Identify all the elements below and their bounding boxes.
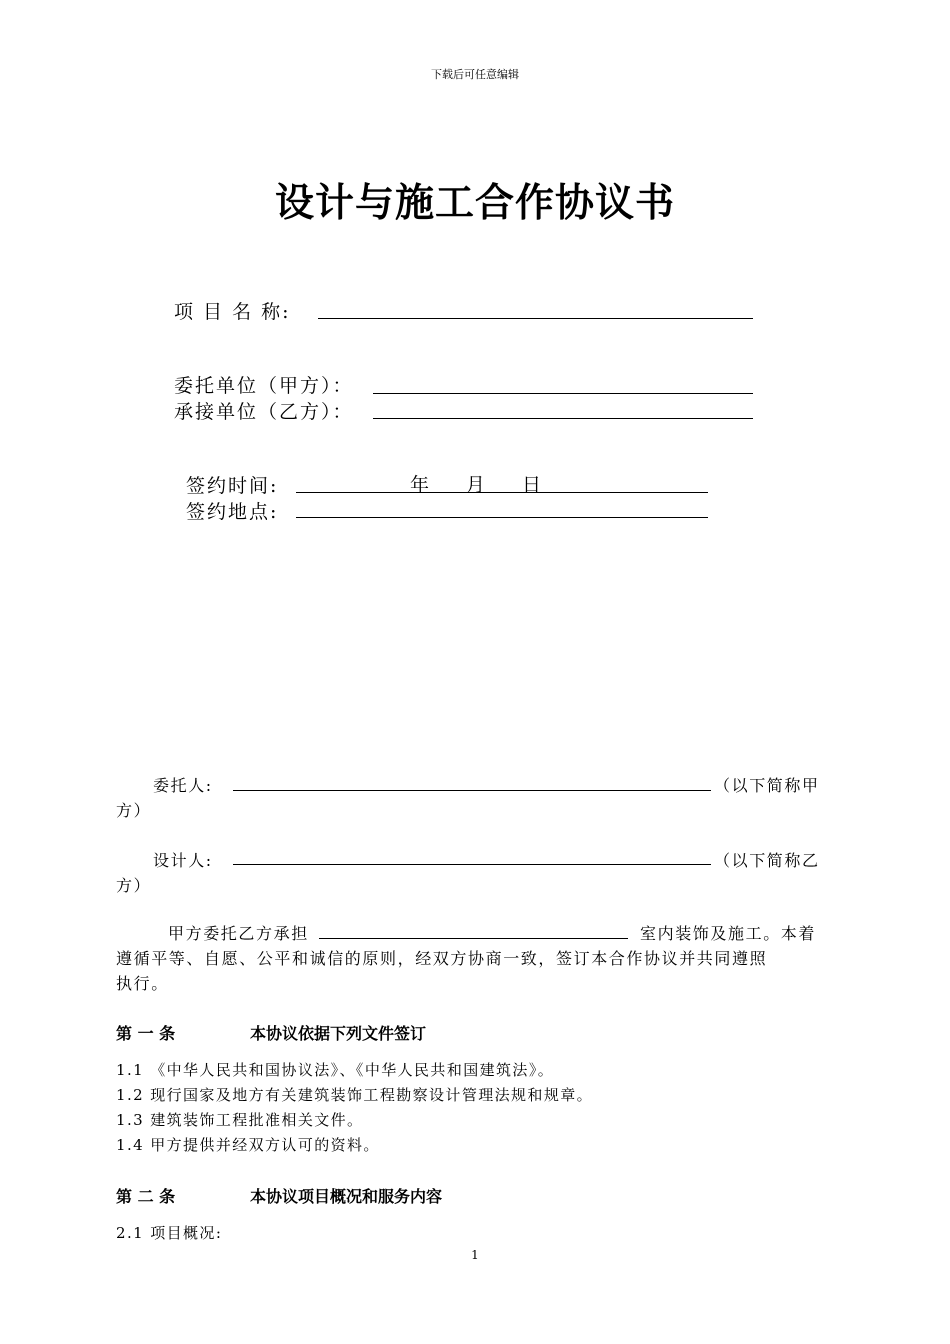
article-2-title: 本协议项目概况和服务内容	[250, 1187, 443, 1206]
client-unit-label: 委托单位（甲方）：	[174, 375, 354, 397]
page-header: 下载后可任意编辑	[431, 68, 519, 81]
article-2-number: 第 二 条	[116, 1187, 176, 1206]
project-name-field[interactable]	[318, 318, 753, 319]
sign-time-field[interactable]	[296, 492, 708, 493]
intro-prefix: 甲方委托乙方承担	[168, 924, 309, 943]
client-field[interactable]	[233, 790, 711, 791]
project-name-label: 项 目 名 称:	[174, 301, 291, 323]
article-1-item: 1.3 建筑装饰工程批准相关文件。	[116, 1111, 364, 1129]
project-scope-field[interactable]	[319, 938, 628, 939]
client-unit-field[interactable]	[373, 393, 753, 394]
date-year: 年	[410, 474, 432, 496]
contractor-unit-field[interactable]	[373, 418, 753, 419]
date-day: 日	[522, 474, 544, 496]
intro-line-2: 遵循平等、自愿、公平和诚信的原则，经双方协商一致，签订本合作协议并共同遵照	[116, 949, 768, 968]
client-suffix-wrap: 方）	[116, 801, 152, 820]
page-number: 1	[471, 1248, 479, 1262]
contractor-unit-label: 承接单位（乙方）：	[174, 401, 354, 423]
designer-suffix: （以下简称乙	[714, 851, 820, 870]
sign-time-label: 签约时间:	[186, 475, 279, 497]
article-1-item: 1.2 现行国家及地方有关建筑装饰工程勘察设计管理法规和规章。	[116, 1086, 594, 1104]
article-1-item: 1.4 甲方提供并经双方认可的资料。	[116, 1136, 380, 1154]
intro-line-3: 执行。	[116, 974, 169, 993]
sign-place-label: 签约地点:	[186, 501, 279, 523]
designer-suffix-wrap: 方）	[116, 876, 152, 895]
client-suffix: （以下简称甲	[714, 776, 820, 795]
intro-suffix: 室内装饰及施工。本着	[640, 924, 817, 943]
article-2-item: 2.1 项目概况:	[116, 1224, 223, 1242]
article-1-item: 1.1 《中华人民共和国协议法》、《中华人民共和国建筑法》。	[116, 1061, 555, 1079]
document-title: 设计与施工合作协议书	[274, 181, 675, 226]
designer-label: 设计人:	[153, 851, 213, 870]
sign-place-field[interactable]	[296, 517, 708, 518]
date-month: 月	[466, 474, 488, 496]
client-label: 委托人:	[153, 776, 213, 795]
designer-field[interactable]	[233, 864, 711, 865]
article-1-title: 本协议依据下列文件签订	[250, 1024, 427, 1043]
article-1-number: 第 一 条	[116, 1024, 176, 1043]
